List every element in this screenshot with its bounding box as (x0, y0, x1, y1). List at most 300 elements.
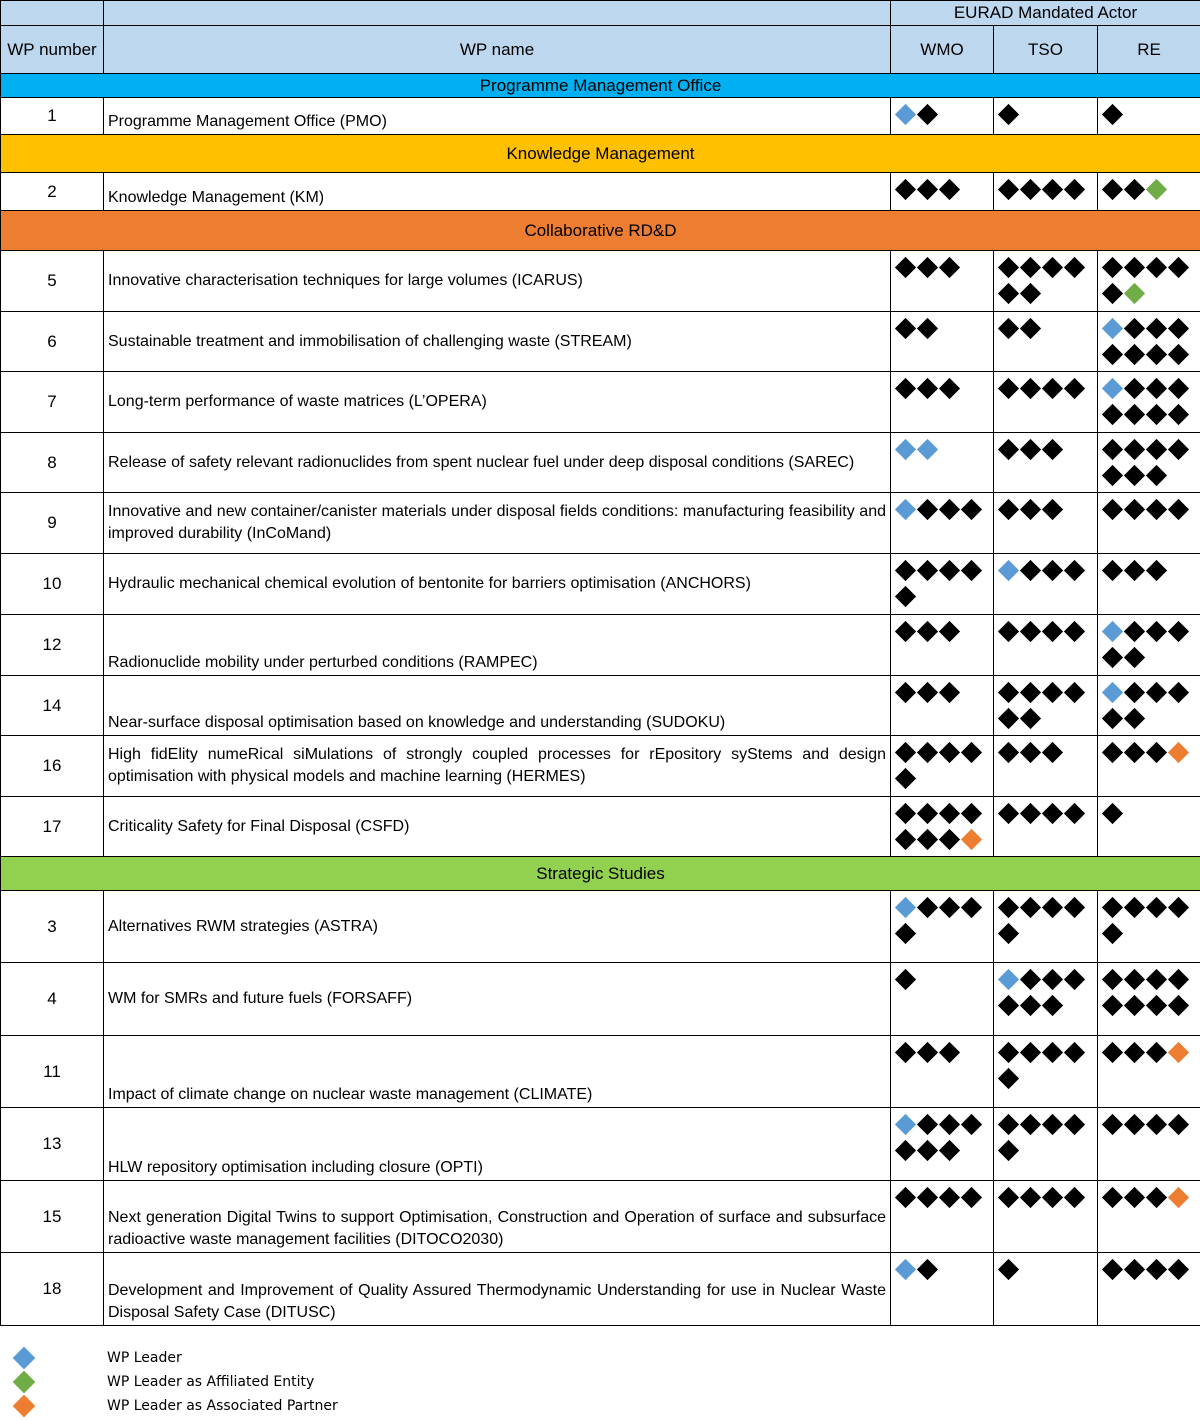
wp-row (1, 1181, 1200, 1253)
member-diamond-icon (1102, 439, 1124, 461)
diamond-group (895, 801, 991, 853)
diamond-group (895, 316, 991, 342)
member-diamond-icon (1102, 969, 1124, 991)
member-diamond-icon (1168, 378, 1190, 400)
member-diamond-icon (961, 897, 983, 919)
legend-label: WP Leader as Associated Partner (107, 1398, 338, 1414)
leader-diamond-icon (1102, 682, 1124, 704)
actor-cell-wmo (891, 1181, 994, 1253)
member-diamond-icon (998, 257, 1020, 279)
member-diamond-icon (961, 499, 983, 521)
member-diamond-icon (917, 1187, 939, 1209)
member-diamond-icon (998, 1042, 1020, 1064)
member-diamond-icon (895, 768, 917, 790)
wp-name: Next generation Digital Twins to support Optimisation, Construction and Operation of surface and subsurface radioactive waste management facilities (DITOCO2030) (104, 1181, 891, 1253)
actor-cell-tso (994, 1036, 1098, 1108)
member-diamond-icon (998, 1140, 1020, 1162)
member-diamond-icon (895, 803, 917, 825)
member-diamond-icon (1102, 1114, 1124, 1136)
diamond-group (998, 437, 1094, 463)
actor-cell-re (1098, 1181, 1200, 1253)
member-diamond-icon (917, 742, 939, 764)
member-diamond-icon (917, 499, 939, 521)
member-diamond-icon (1168, 499, 1190, 521)
member-diamond-icon (939, 1187, 961, 1209)
member-diamond-icon (1124, 465, 1146, 487)
wp-number: 11 (1, 1036, 104, 1108)
diamond-group (998, 1040, 1094, 1092)
diamond-group (998, 1112, 1094, 1164)
actor-cell-tso (994, 372, 1098, 433)
member-diamond-icon (1168, 1259, 1190, 1281)
leader-diamond-icon (1102, 621, 1124, 643)
leader-diamond-icon (895, 1114, 917, 1136)
diamond-group (1102, 1040, 1198, 1066)
member-diamond-icon (939, 257, 961, 279)
associated-diamond-icon (961, 829, 983, 851)
member-diamond-icon (1064, 560, 1086, 582)
diamond-group (998, 497, 1094, 523)
member-diamond-icon (1102, 560, 1124, 582)
wp-row (1, 1036, 1200, 1108)
actor-cell-re (1098, 891, 1200, 963)
diamond-group (1102, 102, 1198, 128)
member-diamond-icon (998, 923, 1020, 945)
actor-cell-re (1098, 736, 1200, 797)
member-diamond-icon (961, 560, 983, 582)
member-diamond-icon (895, 682, 917, 704)
actor-cell-wmo (891, 1253, 994, 1326)
member-diamond-icon (1146, 621, 1168, 643)
member-diamond-icon (1168, 682, 1190, 704)
member-diamond-icon (1124, 897, 1146, 919)
member-diamond-icon (1064, 1114, 1086, 1136)
associated-diamond-icon (1168, 742, 1190, 764)
header-wp-name: WP name (104, 26, 891, 74)
member-diamond-icon (998, 1114, 1020, 1136)
member-diamond-icon (917, 318, 939, 340)
wp-name: High fidElity numeRical siMulations of strongly coupled processes for rEpository syStems and design optimisation with physical models and machine learning (HERMES) (104, 736, 891, 797)
actor-cell-re (1098, 433, 1200, 493)
member-diamond-icon (1042, 439, 1064, 461)
legend-label: WP Leader (107, 1350, 182, 1366)
diamond-group (1102, 895, 1198, 947)
member-diamond-icon (917, 257, 939, 279)
member-diamond-icon (1064, 621, 1086, 643)
actor-cell-wmo (891, 1036, 994, 1108)
diamond-group (1102, 497, 1198, 523)
wp-row (1, 251, 1200, 312)
member-diamond-icon (1102, 257, 1124, 279)
member-diamond-icon (1124, 995, 1146, 1017)
member-diamond-icon (895, 969, 917, 991)
diamond-group (895, 497, 991, 523)
member-diamond-icon (895, 742, 917, 764)
actor-cell-tso (994, 1108, 1098, 1181)
member-diamond-icon (1064, 682, 1086, 704)
diamond-group (895, 255, 991, 281)
actor-cell-tso (994, 554, 1098, 615)
member-diamond-icon (917, 829, 939, 851)
actor-cell-tso (994, 433, 1098, 493)
member-diamond-icon (1168, 257, 1190, 279)
member-diamond-icon (895, 378, 917, 400)
member-diamond-icon (1020, 257, 1042, 279)
diamond-group (895, 102, 991, 128)
member-diamond-icon (1146, 318, 1168, 340)
diamond-group (998, 558, 1094, 584)
wp-number: 14 (1, 676, 104, 736)
member-diamond-icon (998, 499, 1020, 521)
actor-cell-re (1098, 251, 1200, 312)
member-diamond-icon (1020, 742, 1042, 764)
actor-cell-re (1098, 372, 1200, 433)
member-diamond-icon (917, 179, 939, 201)
member-diamond-icon (1020, 1042, 1042, 1064)
wp-name: Development and Improvement of Quality Assured Thermodynamic Understanding for use in Nuclear Waste Disposal Safety Case (DITUSC) (104, 1253, 891, 1326)
actor-cell-wmo (891, 98, 994, 135)
diamond-group (998, 619, 1094, 645)
member-diamond-icon (895, 257, 917, 279)
member-diamond-icon (939, 1140, 961, 1162)
member-diamond-icon (998, 621, 1020, 643)
leader-diamond-icon (1102, 378, 1124, 400)
legend-item (0, 1370, 400, 1394)
member-diamond-icon (1064, 179, 1086, 201)
wp-row (1, 736, 1200, 797)
member-diamond-icon (1042, 257, 1064, 279)
member-diamond-icon (939, 1114, 961, 1136)
affiliated-diamond-icon (1146, 179, 1168, 201)
member-diamond-icon (1042, 1042, 1064, 1064)
diamond-group (998, 1257, 1094, 1283)
member-diamond-icon (1020, 1187, 1042, 1209)
member-diamond-icon (917, 1042, 939, 1064)
diamond-group (895, 619, 991, 645)
section-header-row (1, 135, 1200, 173)
member-diamond-icon (1064, 257, 1086, 279)
member-diamond-icon (1020, 708, 1042, 730)
actor-cell-tso (994, 963, 1098, 1036)
member-diamond-icon (939, 560, 961, 582)
member-diamond-icon (1020, 318, 1042, 340)
member-diamond-icon (998, 283, 1020, 305)
member-diamond-icon (1064, 803, 1086, 825)
actor-cell-wmo (891, 251, 994, 312)
member-diamond-icon (939, 829, 961, 851)
member-diamond-icon (1146, 995, 1168, 1017)
actor-cell-wmo (891, 433, 994, 493)
actor-cell-re (1098, 173, 1200, 211)
member-diamond-icon (917, 560, 939, 582)
member-diamond-icon (1042, 621, 1064, 643)
diamond-group (895, 967, 991, 993)
member-diamond-icon (998, 104, 1020, 126)
member-diamond-icon (1102, 404, 1124, 426)
member-diamond-icon (939, 179, 961, 201)
wp-name: Criticality Safety for Final Disposal (CSFD) (104, 797, 891, 857)
member-diamond-icon (917, 897, 939, 919)
actor-cell-re (1098, 554, 1200, 615)
member-diamond-icon (1020, 897, 1042, 919)
wp-number: 4 (1, 963, 104, 1036)
member-diamond-icon (998, 1187, 1020, 1209)
actor-cell-tso (994, 1253, 1098, 1326)
actor-cell-tso (994, 797, 1098, 857)
diamond-group (1102, 177, 1198, 203)
diamond-group (895, 1112, 991, 1164)
actor-cell-wmo (891, 372, 994, 433)
member-diamond-icon (1124, 179, 1146, 201)
member-diamond-icon (1102, 179, 1124, 201)
member-diamond-icon (1124, 378, 1146, 400)
member-diamond-icon (1146, 560, 1168, 582)
member-diamond-icon (961, 803, 983, 825)
member-diamond-icon (998, 318, 1020, 340)
diamond-group (998, 895, 1094, 947)
member-diamond-icon (1102, 1259, 1124, 1281)
member-diamond-icon (1042, 1114, 1064, 1136)
wp-name: Innovative characterisation techniques for large volumes (ICARUS) (104, 251, 891, 312)
actor-cell-tso (994, 891, 1098, 963)
wp-row (1, 963, 1200, 1036)
header-blank-1 (1, 1, 104, 26)
member-diamond-icon (1124, 742, 1146, 764)
diamond-group (1102, 740, 1198, 766)
wp-row (1, 433, 1200, 493)
member-diamond-icon (1042, 560, 1064, 582)
wp-number: 7 (1, 372, 104, 433)
member-diamond-icon (1064, 378, 1086, 400)
member-diamond-icon (895, 318, 917, 340)
header-group-title: EURAD Mandated Actor (891, 1, 1200, 26)
actor-cell-wmo (891, 676, 994, 736)
member-diamond-icon (939, 621, 961, 643)
wp-name: Near-surface disposal optimisation based on knowledge and understanding (SUDOKU) (104, 676, 891, 736)
diamond-group (1102, 1112, 1198, 1138)
member-diamond-icon (939, 897, 961, 919)
member-diamond-icon (1124, 344, 1146, 366)
member-diamond-icon (1102, 995, 1124, 1017)
diamond-group (1102, 801, 1198, 827)
member-diamond-icon (1146, 1187, 1168, 1209)
member-diamond-icon (1146, 1259, 1168, 1281)
member-diamond-icon (895, 621, 917, 643)
member-diamond-icon (917, 1114, 939, 1136)
wp-number: 5 (1, 251, 104, 312)
member-diamond-icon (1146, 404, 1168, 426)
member-diamond-icon (1102, 104, 1124, 126)
member-diamond-icon (1102, 742, 1124, 764)
member-diamond-icon (1064, 897, 1086, 919)
affiliated-diamond-icon (1124, 283, 1146, 305)
actor-cell-tso (994, 676, 1098, 736)
wp-name: Release of safety relevant radionuclides from spent nuclear fuel under deep disposal conditions (SAREC) (104, 433, 891, 493)
diamond-group (1102, 1185, 1198, 1211)
actor-cell-re (1098, 963, 1200, 1036)
member-diamond-icon (1042, 995, 1064, 1017)
actor-cell-tso (994, 251, 1098, 312)
member-diamond-icon (998, 439, 1020, 461)
member-diamond-icon (1124, 318, 1146, 340)
member-diamond-icon (1020, 803, 1042, 825)
header-row-top (1, 1, 1200, 26)
diamond-group (998, 740, 1094, 766)
wp-name: Radionuclide mobility under perturbed conditions (RAMPEC) (104, 615, 891, 676)
member-diamond-icon (1042, 682, 1064, 704)
actor-cell-tso (994, 1181, 1098, 1253)
actor-cell-tso (994, 736, 1098, 797)
wp-row (1, 1108, 1200, 1181)
diamond-group (1102, 316, 1198, 368)
member-diamond-icon (1064, 969, 1086, 991)
actor-cell-wmo (891, 312, 994, 372)
member-diamond-icon (998, 742, 1020, 764)
wp-number: 6 (1, 312, 104, 372)
member-diamond-icon (1042, 969, 1064, 991)
associated-diamond-icon (1168, 1042, 1190, 1064)
diamond-group (998, 177, 1094, 203)
member-diamond-icon (1102, 923, 1124, 945)
diamond-group (998, 680, 1094, 732)
diamond-group (1102, 967, 1198, 1019)
member-diamond-icon (1146, 742, 1168, 764)
header-wp-number: WP number (1, 26, 104, 74)
actor-cell-re (1098, 797, 1200, 857)
diamond-group (998, 801, 1094, 827)
member-diamond-icon (939, 378, 961, 400)
leader-diamond-icon (998, 560, 1020, 582)
member-diamond-icon (1168, 995, 1190, 1017)
member-diamond-icon (1146, 439, 1168, 461)
wp-row (1, 372, 1200, 433)
member-diamond-icon (1020, 560, 1042, 582)
wp-number: 16 (1, 736, 104, 797)
member-diamond-icon (1064, 1042, 1086, 1064)
member-diamond-icon (1146, 682, 1168, 704)
wp-number: 8 (1, 433, 104, 493)
actor-cell-wmo (891, 615, 994, 676)
member-diamond-icon (961, 1114, 983, 1136)
member-diamond-icon (1124, 1114, 1146, 1136)
wp-row (1, 615, 1200, 676)
member-diamond-icon (1102, 465, 1124, 487)
wp-number: 9 (1, 493, 104, 554)
member-diamond-icon (1168, 969, 1190, 991)
wp-name: Innovative and new container/canister materials under disposal fields conditions: manufacturing feasibility and improved durability (InCoMand) (104, 493, 891, 554)
actor-cell-re (1098, 1108, 1200, 1181)
member-diamond-icon (1020, 621, 1042, 643)
actor-cell-wmo (891, 963, 994, 1036)
member-diamond-icon (1102, 897, 1124, 919)
member-diamond-icon (1020, 969, 1042, 991)
member-diamond-icon (1146, 499, 1168, 521)
diamond-group (998, 255, 1094, 307)
member-diamond-icon (1124, 682, 1146, 704)
member-diamond-icon (895, 179, 917, 201)
member-diamond-icon (1146, 1114, 1168, 1136)
wp-name: Impact of climate change on nuclear waste management (CLIMATE) (104, 1036, 891, 1108)
leader-diamond-icon (917, 439, 939, 461)
member-diamond-icon (998, 1259, 1020, 1281)
member-diamond-icon (1042, 1187, 1064, 1209)
member-diamond-icon (939, 742, 961, 764)
actor-cell-wmo (891, 1108, 994, 1181)
member-diamond-icon (895, 1140, 917, 1162)
member-diamond-icon (1124, 621, 1146, 643)
member-diamond-icon (1020, 439, 1042, 461)
member-diamond-icon (1020, 499, 1042, 521)
member-diamond-icon (1102, 647, 1124, 669)
member-diamond-icon (1102, 344, 1124, 366)
leader-diamond-icon (895, 439, 917, 461)
member-diamond-icon (1168, 404, 1190, 426)
wp-number: 2 (1, 173, 104, 211)
member-diamond-icon (1124, 1259, 1146, 1281)
leader-diamond-icon (12, 1346, 36, 1370)
member-diamond-icon (1124, 1042, 1146, 1064)
member-diamond-icon (1042, 897, 1064, 919)
affiliated-diamond-icon (12, 1370, 36, 1394)
section-title: Programme Management Office (1, 74, 1200, 98)
member-diamond-icon (1124, 647, 1146, 669)
member-diamond-icon (1020, 283, 1042, 305)
associated-diamond-icon (1168, 1187, 1190, 1209)
member-diamond-icon (1042, 179, 1064, 201)
member-diamond-icon (1168, 621, 1190, 643)
member-diamond-icon (1124, 1187, 1146, 1209)
member-diamond-icon (1168, 439, 1190, 461)
member-diamond-icon (939, 1042, 961, 1064)
member-diamond-icon (1124, 969, 1146, 991)
member-diamond-icon (1020, 995, 1042, 1017)
wp-row (1, 493, 1200, 554)
actor-cell-re (1098, 676, 1200, 736)
wp-row (1, 797, 1200, 857)
wp-name: Programme Management Office (PMO) (104, 98, 891, 135)
member-diamond-icon (939, 803, 961, 825)
member-diamond-icon (1168, 897, 1190, 919)
section-title: Collaborative RD&D (1, 211, 1200, 251)
member-diamond-icon (895, 923, 917, 945)
member-diamond-icon (1146, 969, 1168, 991)
member-diamond-icon (1020, 682, 1042, 704)
member-diamond-icon (917, 1259, 939, 1281)
member-diamond-icon (895, 829, 917, 851)
actor-cell-wmo (891, 891, 994, 963)
member-diamond-icon (895, 1187, 917, 1209)
leader-diamond-icon (1102, 318, 1124, 340)
wp-name: Long-term performance of waste matrices (L’OPERA) (104, 372, 891, 433)
actor-cell-re (1098, 1036, 1200, 1108)
section-header-row (1, 74, 1200, 98)
header-row (1, 26, 1200, 74)
actor-cell-tso (994, 98, 1098, 135)
diamond-group (998, 967, 1094, 1019)
wp-name: Knowledge Management (KM) (104, 173, 891, 211)
section-header-row (1, 211, 1200, 251)
member-diamond-icon (917, 682, 939, 704)
wp-name: Sustainable treatment and immobilisation of challenging waste (STREAM) (104, 312, 891, 372)
member-diamond-icon (1102, 283, 1124, 305)
member-diamond-icon (1146, 897, 1168, 919)
member-diamond-icon (895, 560, 917, 582)
actor-cell-wmo (891, 797, 994, 857)
member-diamond-icon (939, 499, 961, 521)
member-diamond-icon (961, 1187, 983, 1209)
header-col-tso: TSO (994, 26, 1098, 74)
header-col-wmo: WMO (891, 26, 994, 74)
